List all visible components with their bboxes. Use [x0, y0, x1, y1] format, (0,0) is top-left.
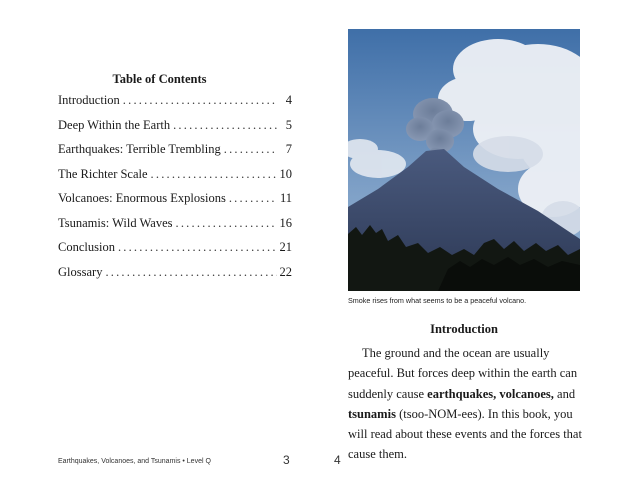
toc-entry-label: Introduction	[58, 93, 120, 107]
toc-entry-page: 7	[285, 142, 292, 156]
toc-entry-tsunamis[interactable]	[58, 216, 292, 241]
toc-leader-dots	[118, 240, 277, 255]
toc-entry-earthquakes[interactable]	[58, 142, 292, 167]
book-footer: Earthquakes, Volcanoes, and Tsunamis • Level Q	[58, 458, 211, 465]
toc-entry-label: Tsunamis: Wild Waves	[58, 215, 173, 230]
volcano-photo	[348, 29, 580, 291]
toc-entry-label: Deep Within the Earth	[58, 117, 171, 132]
toc-entry-page: 16	[279, 215, 292, 230]
toc-entry-conclusion[interactable]	[58, 240, 292, 265]
section-title: Introduction	[430, 322, 498, 336]
toc-leader-dots	[176, 216, 277, 231]
toc-leader-dots	[123, 93, 277, 108]
toc-entry-label: Glossary	[58, 264, 103, 279]
toc-entry-label: Volcanoes: Enormous Explosions	[58, 191, 226, 205]
page-number-right: 4	[334, 453, 341, 467]
toc-entry-label: Earthquakes: Terrible Trembling	[58, 142, 221, 156]
toc-entry-page: 11	[279, 191, 292, 205]
toc-leader-dots	[151, 167, 277, 182]
toc-leader-dots	[173, 118, 277, 133]
toc-title: Table of Contents	[112, 72, 207, 86]
toc-leader-dots	[229, 191, 277, 206]
toc-entry-deep-within-earth[interactable]	[58, 118, 292, 143]
toc-entry-richter-scale[interactable]	[58, 167, 292, 192]
toc-entry-page: 5	[285, 117, 292, 132]
glossary-term-tsunamis: tsunamis	[348, 406, 396, 421]
toc-entry-label: The Richter Scale	[58, 166, 148, 181]
body-text: The ground and the ocean are usually peaceful. But forces deep within the earth can suddenly cause	[348, 346, 578, 401]
body-text: and	[553, 386, 576, 401]
toc-entry-page: 10	[279, 166, 292, 181]
toc-entry-page: 22	[279, 264, 292, 279]
toc-entry-volcanoes[interactable]	[58, 191, 292, 216]
toc-entry-page: 4	[285, 93, 292, 107]
toc-entry-glossary[interactable]	[58, 265, 292, 290]
table-of-contents	[58, 93, 292, 289]
page-number-left: 3	[283, 453, 290, 467]
body-text: (tsoo-NOM-ees). In this book, you will read about these events and the forces that cause them.	[348, 406, 582, 462]
glossary-term-volcanoes: volcanoes,	[499, 386, 554, 401]
glossary-term-earthquakes: earthquakes,	[427, 386, 497, 401]
toc-entry-page: 21	[279, 240, 292, 254]
toc-leader-dots	[105, 265, 276, 280]
intro-paragraph	[348, 343, 588, 465]
toc-leader-dots	[224, 142, 277, 157]
toc-entry-label: Conclusion	[58, 240, 115, 254]
photo-caption: Smoke rises from what seems to be a peaceful volcano.	[348, 296, 527, 305]
toc-entry-introduction[interactable]	[58, 93, 292, 118]
